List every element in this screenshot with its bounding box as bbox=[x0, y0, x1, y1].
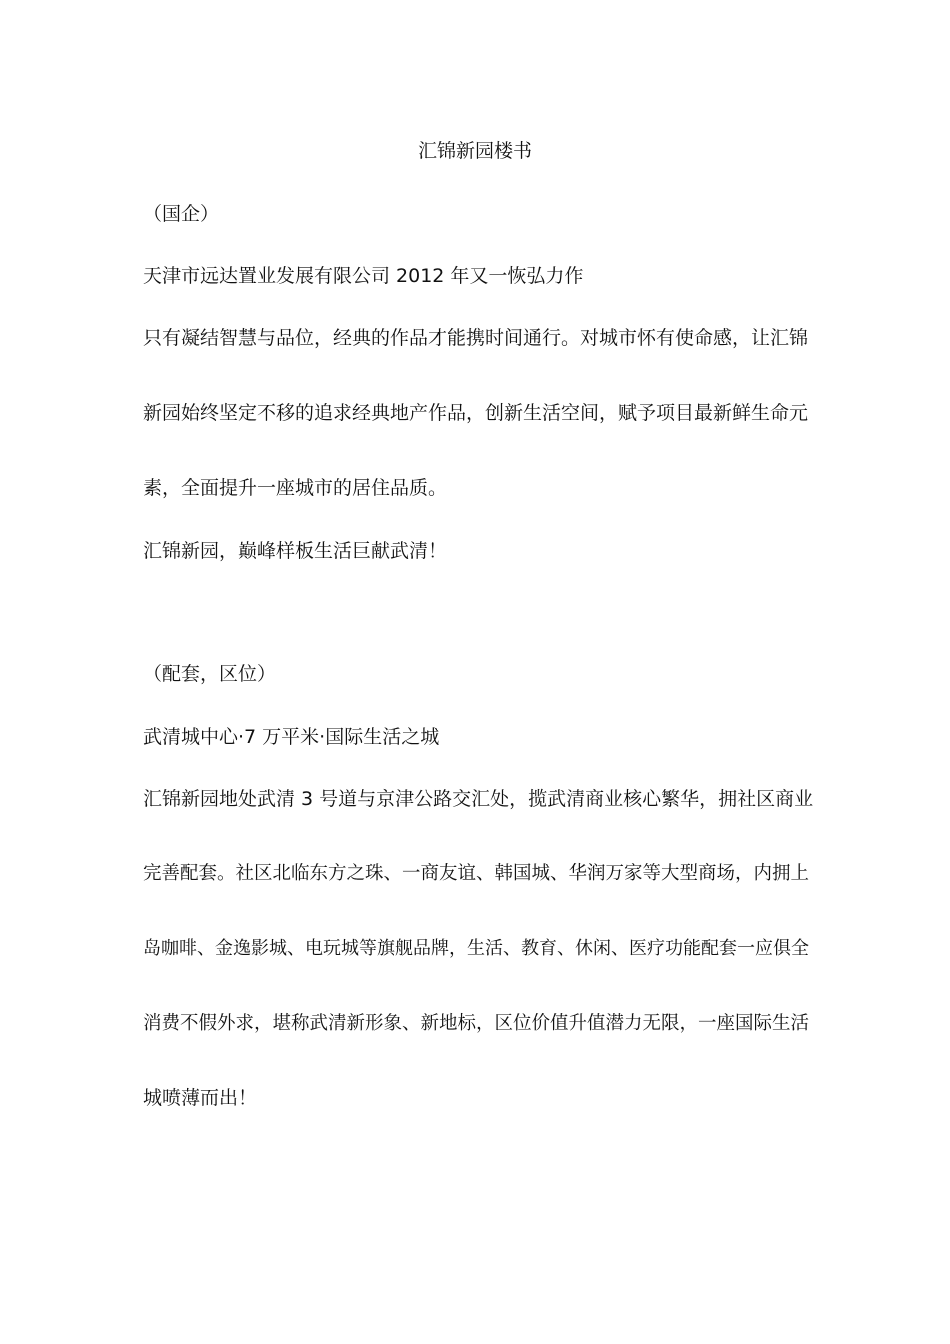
document-title: 汇锦新园楼书 bbox=[417, 140, 532, 162]
intro-paragraph-line: 素，全面提升一座城市的居住品质。 bbox=[143, 477, 448, 499]
developer-heading: 天津市远达置业发展有限公司 2012 年又一恢弘力作 bbox=[143, 265, 584, 287]
location-paragraph-line: 汇锦新园地处武清 3 号道与京津公路交汇处，揽武清商业核心繁华，拥社区商业 bbox=[143, 788, 814, 810]
location-paragraph-line: 完善配套。社区北临东方之珠、一商友谊、韩国城、华润万家等大型商场，内拥上 bbox=[143, 863, 810, 884]
section-tag-amenities-location: （配套，区位） bbox=[143, 663, 277, 685]
location-paragraph-line: 城喷薄而出！ bbox=[143, 1087, 258, 1109]
intro-paragraph-line: 新园始终坚定不移的追求经典地产作品，创新生活空间，赋予项目最新鲜生命元 bbox=[143, 402, 809, 424]
location-heading: 武清城中心·7 万平米·国际生活之城 bbox=[143, 726, 440, 748]
location-paragraph-line: 岛咖啡、金逸影城、电玩城等旗舰品牌，生活、教育、休闲、医疗功能配套一应俱全 bbox=[143, 938, 809, 959]
location-paragraph-line: 消费不假外求，堪称武清新形象、新地标，区位价值升值潜力无限，一座国际生活 bbox=[143, 1013, 810, 1034]
slogan-line: 汇锦新园，巅峰样板生活巨献武清！ bbox=[143, 540, 448, 562]
section-tag-state-owned: （国企） bbox=[143, 203, 220, 225]
intro-paragraph-line: 只有凝结智慧与品位，经典的作品才能携时间通行。对城市怀有使命感，让汇锦 bbox=[143, 327, 809, 349]
